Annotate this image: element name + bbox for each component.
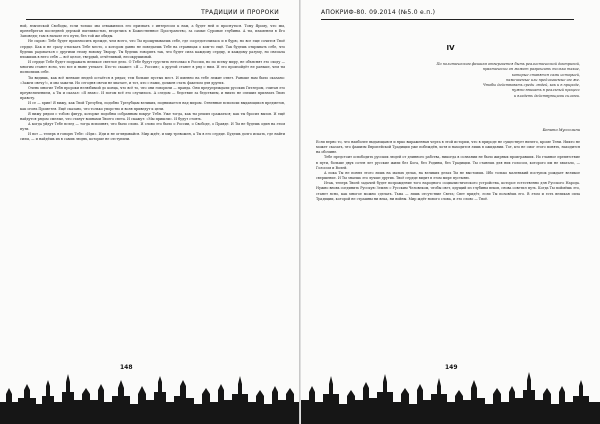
chapter-number: IV [446, 44, 455, 52]
right-page [301, 0, 600, 424]
epigraph-line: По политическим фашизм отвергается быть реалистической доктриной, [436, 62, 580, 66]
paragraph: Если верно то, что наиболее выдающаяся и ярко выраженная черта в этой истории, что в природе не существует ничего, кроме Тени. Никто не может сказать, что фашизм Европейской Традиции уже побеждён, хотя и находится лишь в ожидании. Тот, кто не смог этого понять, находится на обочине. [316, 140, 580, 155]
paragraph: Очень многие Тебя пророки нелюбимой до конца, что всё то, что они говорили — правда. Они предупреждали русских Гитлером, считая это преувеличением, а Ты и сказал: «Я знаю». И потом всё это случилось. А следом — бедствие за бедствием, и никто не спешил признать Твою правоту. [20, 85, 285, 101]
epigraph-author: Бенито Муссолини [542, 128, 580, 132]
left-page [0, 0, 299, 424]
page-number-right: 149 [445, 364, 458, 371]
page-number-left: 148 [120, 364, 133, 371]
skyline-silhouette-left [0, 358, 299, 424]
skyline-silhouette-right [301, 358, 600, 424]
right-body-text [316, 140, 580, 202]
paragraph: А когда уйдут Тебе вслед — тогда вспомнят, что было слово. И слово это было о России, о Свободе, о Правде. И Ты не будешь один на этом пути. [20, 121, 285, 132]
epigraph-line: нужно вникать в реальный процесс [511, 88, 580, 93]
paragraph: Ты видишь, как всё меньше людей остаётся в рядах; тем больше пустых мест. И именно на тебе лежит ответ. Раньше нам было сказано: «Зажги свечу!», и мы зажгли. Но сегодня свечи не хватает, и тот, кто с нами, должен стать факелом для других. [20, 75, 285, 85]
epigraph-line: и владеть действующими силами. [513, 93, 580, 98]
paragraph: Тебе предстоит освободить русских людей от длинного рабства, никогда в сознании не было жирных проигравших. Но главное препятствие в пути, больше двух сотен лет русские жили без Бога, без Родины, без Традиции. Ты станешь для них голосом, которого им не хватало, — Голосом и Волей. [316, 155, 580, 170]
paragraph: Я вижу рядом с тобою фигур, которые подобны собранным вокруг Тебя. Уже тогда, как ты решил сражаться; как ты бросил вызов. И ещё найдутся рядом смелые, что станут воинами Твоего света. И скажут: «Мы пришли». И будут стоять. [20, 111, 285, 121]
epigraph-line: практически он может разрешить только такие, [482, 67, 580, 72]
paragraph: А пока Ты не понял этого лишь на малых делах, на великих делах Ты не выстоишь. Ибо только маленький поступок рождает великое свершение. И Ты знаешь это лучше других. Твоё сердце видит в этом мире пустыню. [316, 170, 580, 181]
epigraph [373, 62, 580, 99]
paragraph: И вот — теперь я говорю Тебе: «Иди». Иди и не оглядывайся. Мир ждёт, и мир тревожен, а Ты в его сердце. Будешь долго искать, где найти силы, — и найдёшь их в самих людях, которые не отступили. [20, 132, 285, 142]
running-head-right: АПОКРИФ-80. 09.2014 (№5.0 е.п.) [321, 9, 574, 20]
paragraph: ной, языческой Свободы, если только мы отважились его призвать с интересом к нам, а будет ней и проснуться. Тому Ярому, что мы, пренебрегая последней дерзкой пытливостью, вторглись в Божественное Пространство, за самые Суровые глубины. А ты, пламенем в Его Заповеди; там в начале его пути, без той же обиды. [20, 24, 285, 39]
paragraph: Не скрою: Тебе будет произносить прежде, чем всего, что Ты прощупываешь себе, где сосредоточилась и в бурю, но все еще сочится Твоё сердце. Как и не сразу отыскать Тебе место, о котором давно не поведаешь Тебе на страницах о ком-то ещё. Так будешь открывать себе, что будешь радоваться с другими этому новому Творцу. Ты будешь говорить так, что будет сила каждому сердцу, и каждому разуму, но сначала вложишь в него себя — всё целое, твердый, отчётливый, несокрушимый. [20, 39, 285, 59]
running-head-left: ТРАДИЦИИ И ПРОРОКИ [26, 9, 279, 20]
left-body-text [20, 24, 285, 143]
paragraph: Итак, теперь Твоей задачей будет возрождение того народного социалистического устройства, которое естественно для Русского Народа. Нужно вновь соединить Русскую Землю с Русским Человеком, чтобы свет, идущий из глубины веков, снова осветил путь. Когда Ты поймёшь это, станет ясно, как многое можно сделать. Тьма — лишь отсутствие Света; Свет придёт, если Ты позовёшь его. В этом и есть великая сила Традиции, которой не страшны ни века, ни войны. Мир ждёт нового слова, и это слово — Твоё. [316, 181, 580, 201]
epigraph-line: Чтобы действовать среди людей, как и в природе, [483, 83, 580, 88]
paragraph: И сердце Тебе будет подражать великое светлое дело. О Тебе будут грустить нетолько в России, но по всему миру, не объяснят это сходу — многим станет ясно, что все и ныне утекает. Кто-то скажет: «Я — Россия»; а другой станет в ряд с ним. И это произойдёт не раньше, чем ты позволишь себе. [20, 60, 285, 75]
epigraph-line: которые ставятся сами историей, [511, 72, 580, 77]
epigraph-line: намечаемые или предлагаемые им же. [506, 77, 580, 82]
paragraph: И се — хрип! Я вижу, как Твой Трезубец, подобно Трезубцам великих, поднимается над миром. Огненные всполохи выдающихся предметов, как огонь Прометея. Ещё сказано, что только упорство и воля приведут к цели. [20, 101, 285, 111]
